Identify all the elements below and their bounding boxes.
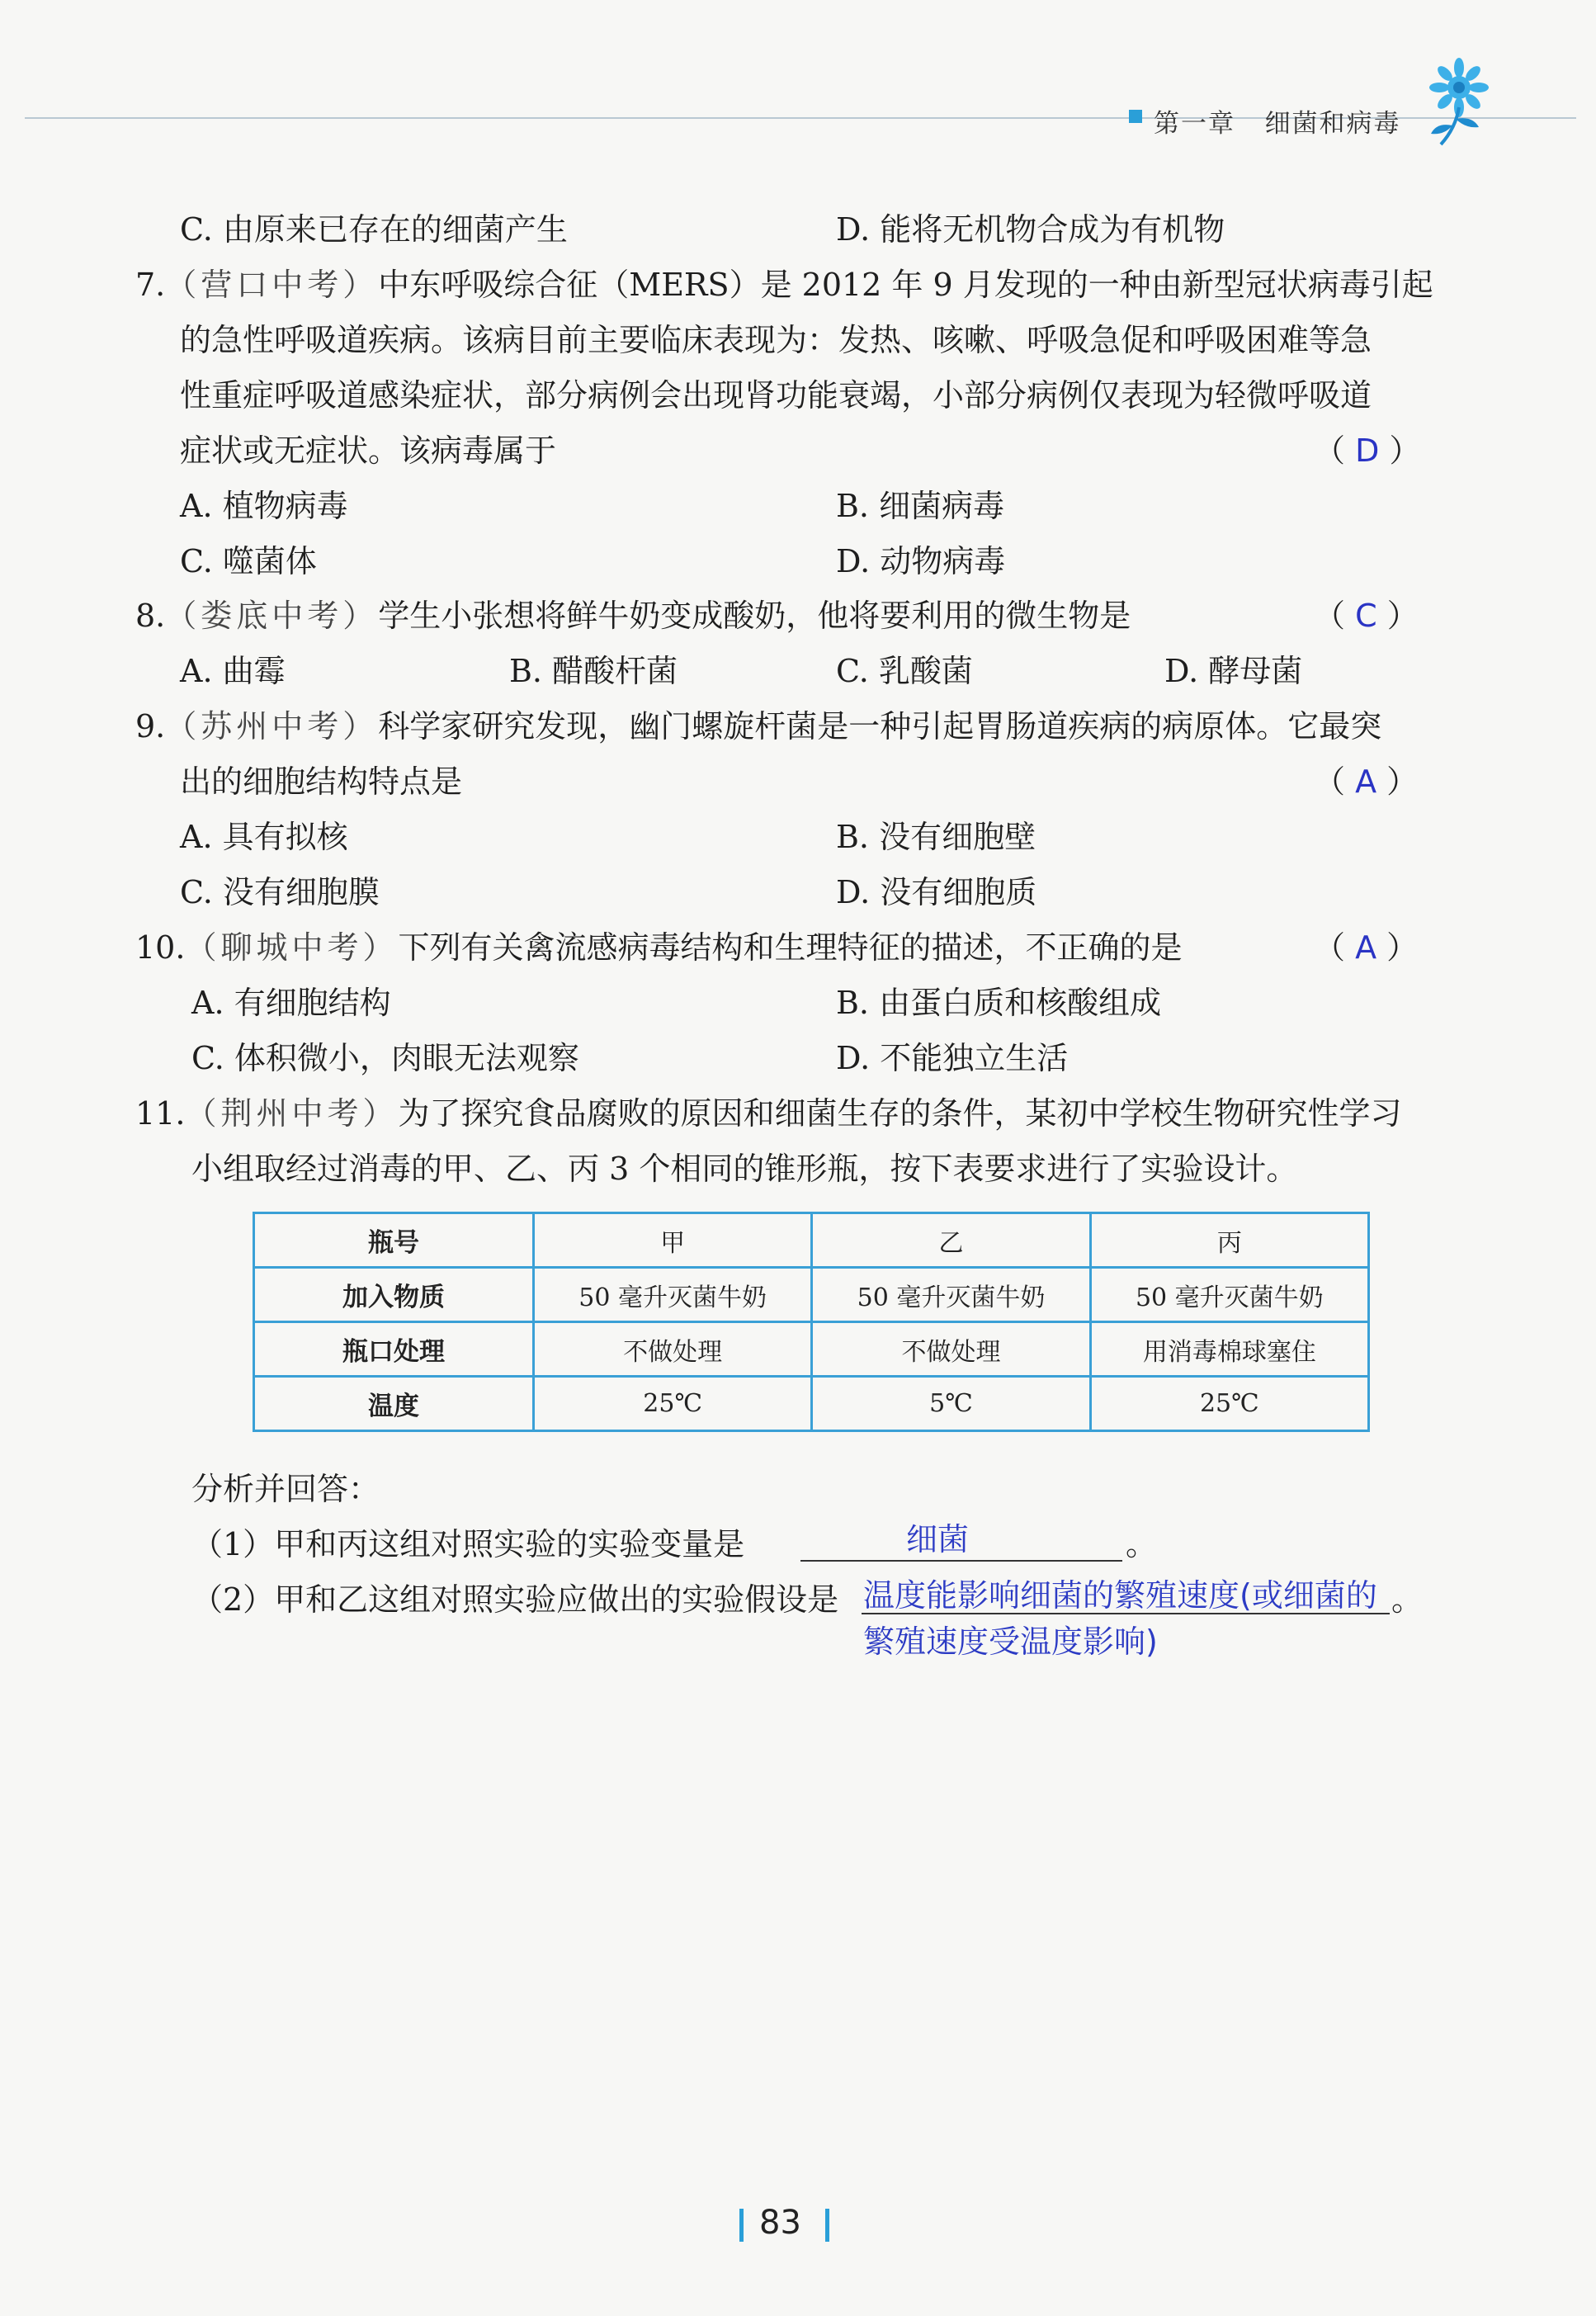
q11-sub2-answer-line1: 温度能影响细菌的繁殖速度(或细菌的 bbox=[863, 1577, 1377, 1614]
q11-sub2-text: （2）甲和乙这组对照实验应做出的实验假设是 bbox=[191, 1581, 839, 1618]
chapter-number: 第一章 bbox=[1154, 109, 1235, 139]
table-cell: 5℃ bbox=[812, 1377, 1090, 1431]
q10-text: 下列有关禽流感病毒结构和生理特征的描述，不正确的是 bbox=[398, 929, 1183, 966]
q7-answer-bracket: （ D ） bbox=[1314, 432, 1421, 469]
page-number-bar-left bbox=[739, 2209, 744, 2242]
table-cell: 用消毒棉球塞住 bbox=[1090, 1322, 1368, 1377]
table-cell-header: 瓶号 bbox=[254, 1213, 534, 1268]
table-cell: 50 毫升灭菌牛奶 bbox=[812, 1268, 1090, 1322]
q7-text-3: 性重症呼吸道感染症状，部分病例会出现肾功能衰竭，小部分病例仅表现为轻微呼吸道 bbox=[180, 377, 1372, 414]
q8-option-a: A. 曲霉 bbox=[180, 653, 286, 689]
q9-answer: A bbox=[1355, 763, 1377, 800]
table-cell-header: 瓶口处理 bbox=[254, 1322, 534, 1377]
q10-line1 bbox=[135, 931, 1182, 964]
q8-line1 bbox=[135, 599, 1131, 632]
q9-option-c: C. 没有细胞膜 bbox=[180, 874, 380, 910]
experiment-table bbox=[253, 1212, 1370, 1432]
table-cell-header: 温度 bbox=[254, 1377, 534, 1431]
q7-option-d: D. 动物病毒 bbox=[836, 543, 1006, 579]
q7-source: （营口中考） bbox=[165, 267, 379, 303]
q11-line1 bbox=[135, 1097, 1401, 1130]
table-row bbox=[254, 1213, 1369, 1268]
chapter-title: 细菌和病毒 bbox=[1264, 109, 1401, 139]
q7-number: 7. bbox=[135, 267, 166, 303]
q7-line1 bbox=[135, 268, 1433, 301]
table-cell: 甲 bbox=[534, 1213, 812, 1268]
q10-answer-bracket: （ A ） bbox=[1314, 929, 1419, 966]
q9-line1 bbox=[135, 710, 1381, 743]
q8-option-d: D. 酵母菌 bbox=[1164, 653, 1303, 689]
q9-source: （苏州中考） bbox=[165, 708, 379, 744]
table-cell: 50 毫升灭菌牛奶 bbox=[534, 1268, 812, 1322]
q11-sub1-blank bbox=[800, 1560, 1122, 1562]
table-cell: 25℃ bbox=[534, 1377, 812, 1431]
page-number: 83 bbox=[759, 2204, 801, 2242]
q10-option-c: C. 体积微小，肉眼无法观察 bbox=[191, 1040, 579, 1076]
q6-option-d: D. 能将无机物合成为有机物 bbox=[836, 211, 1225, 248]
q7-option-c: C. 噬菌体 bbox=[180, 543, 317, 579]
q11-analysis-label: 分析并回答： bbox=[191, 1471, 380, 1507]
table-cell: 丙 bbox=[1090, 1213, 1368, 1268]
q9-text-2: 出的细胞结构特点是 bbox=[180, 763, 463, 800]
q9-option-a: A. 具有拟核 bbox=[180, 819, 348, 855]
q8-number: 8. bbox=[135, 598, 166, 634]
table-row bbox=[254, 1377, 1369, 1431]
table-cell: 25℃ bbox=[1090, 1377, 1368, 1431]
q11-number: 11. bbox=[135, 1095, 186, 1132]
chapter-heading bbox=[1154, 102, 1401, 139]
table-cell: 不做处理 bbox=[812, 1322, 1090, 1377]
chapter-marker-icon bbox=[1129, 110, 1142, 123]
q10-number: 10. bbox=[135, 929, 186, 966]
table-row bbox=[254, 1322, 1369, 1377]
table-cell-header: 加入物质 bbox=[254, 1268, 534, 1322]
q8-answer: C bbox=[1355, 598, 1377, 634]
q7-text-4: 症状或无症状。该病毒属于 bbox=[180, 432, 557, 469]
q10-option-b: B. 由蛋白质和核酸组成 bbox=[836, 985, 1162, 1021]
q7-text-1: 中东呼吸综合征（MERS）是 2012 年 9 月发现的一种由新型冠状病毒引起 bbox=[378, 267, 1433, 303]
q11-text-2: 小组取经过消毒的甲、乙、丙 3 个相同的锥形瓶，按下表要求进行了实验设计。 bbox=[191, 1151, 1298, 1187]
q9-text-1: 科学家研究发现，幽门螺旋杆菌是一种引起胃肠道疾病的病原体。它最突 bbox=[378, 708, 1382, 744]
q11-sub2-answer-line2: 繁殖速度受温度影响) bbox=[863, 1624, 1158, 1660]
q11-sub1-text: （1）甲和丙这组对照实验的实验变量是 bbox=[191, 1526, 745, 1562]
q10-source: （聊城中考） bbox=[185, 929, 399, 966]
page-number-bar-right bbox=[825, 2209, 829, 2242]
q11-text-1: 为了探究食品腐败的原因和细菌生存的条件，某初中学校生物研究性学习 bbox=[398, 1095, 1402, 1132]
q11-sub2-end: 。 bbox=[1391, 1581, 1424, 1618]
q11-sub1-end: 。 bbox=[1126, 1526, 1158, 1562]
table-cell: 乙 bbox=[812, 1213, 1090, 1268]
q9-option-b: B. 没有细胞壁 bbox=[836, 819, 1036, 855]
q10-option-d: D. 不能独立生活 bbox=[836, 1040, 1069, 1076]
q11-sub1-answer: 细菌 bbox=[906, 1521, 970, 1557]
q9-number: 9. bbox=[135, 708, 166, 744]
q8-option-c: C. 乳酸菌 bbox=[836, 653, 973, 689]
table-cell: 50 毫升灭菌牛奶 bbox=[1090, 1268, 1368, 1322]
q7-option-b: B. 细菌病毒 bbox=[836, 488, 1005, 524]
table-row bbox=[254, 1268, 1369, 1322]
q8-source: （娄底中考） bbox=[165, 598, 379, 634]
q8-option-b: B. 醋酸杆菌 bbox=[509, 653, 678, 689]
q7-answer: D bbox=[1355, 432, 1380, 469]
q10-answer: A bbox=[1355, 929, 1377, 966]
q8-answer-bracket: （ C ） bbox=[1314, 598, 1419, 634]
q10-option-a: A. 有细胞结构 bbox=[191, 985, 391, 1021]
q9-answer-bracket: （ A ） bbox=[1314, 763, 1419, 800]
q8-text: 学生小张想将鲜牛奶变成酸奶，他将要利用的微生物是 bbox=[378, 598, 1131, 634]
q7-text-2: 的急性呼吸道疾病。该病目前主要临床表现为：发热、咳嗽、呼吸急促和呼吸困难等急 bbox=[180, 322, 1372, 358]
q6-option-c: C. 由原来已存在的细菌产生 bbox=[180, 211, 568, 248]
table-cell: 不做处理 bbox=[534, 1322, 812, 1377]
flower-icon bbox=[1416, 58, 1499, 149]
q11-source: （荆州中考） bbox=[185, 1095, 399, 1132]
q9-option-d: D. 没有细胞质 bbox=[836, 874, 1037, 910]
q7-option-a: A. 植物病毒 bbox=[180, 488, 348, 524]
